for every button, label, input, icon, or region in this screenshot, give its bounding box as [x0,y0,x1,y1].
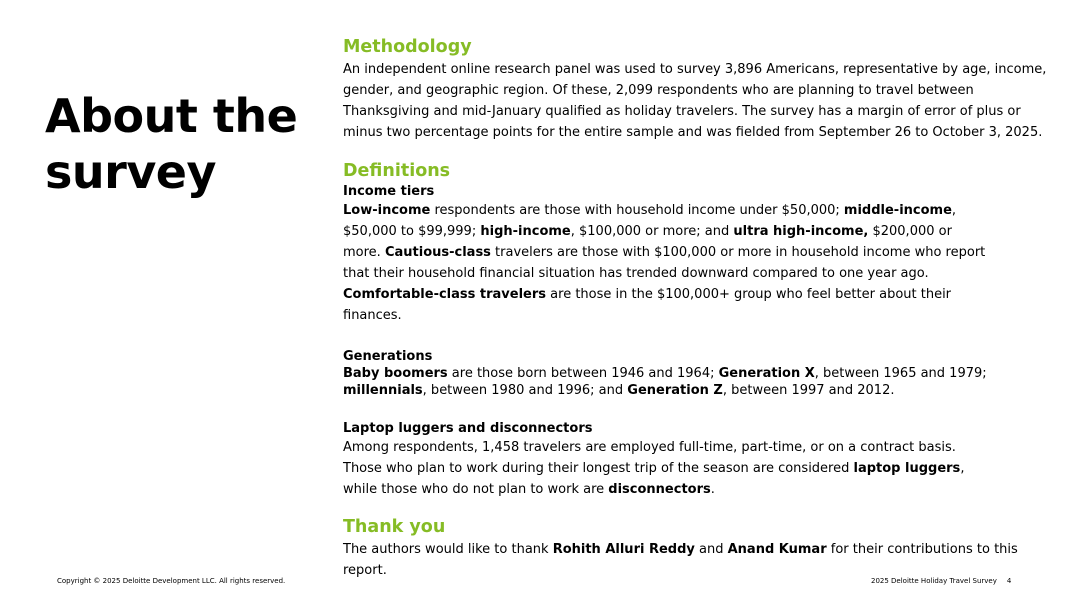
laptop-luggers-text [343,437,991,500]
thank-you-section [343,515,1055,581]
generations-block [343,348,1055,399]
income-tiers-text [343,200,991,326]
term-baby-boomers: Baby boomers [343,366,448,381]
thanks-text-part: The authors would like to thank [343,542,553,557]
term-disconnectors: disconnectors [608,482,711,497]
generations-text-part: , between 1965 and 1979; [814,366,987,381]
income-text-part: , $50,000 to $99,999; [343,203,957,239]
income-text-part: respondents are those with household income under $50,000; [430,203,844,218]
methodology-text: An independent online research panel was used to survey 3,896 Americans, representative by age, income, gender, and geographic region. Of these, 2,099 respondents who are planning to travel between Thanksgiving and mid-January qualified as holiday travelers. The survey has a margin of error of plus or minus two percentage points for the entire sample and was fielded from September 26 to October 3, 2025. [343,62,1047,140]
methodology-heading: Methodology [343,37,472,57]
income-text-part: travelers are those with $100,000 or more in household income who report that their household financial situation has trended downward compared to one year ago. [343,245,986,281]
term-comfortable-class: Comfortable-class travelers [343,287,547,302]
thanks-text-part: and [694,542,728,557]
generations-text [343,365,1055,399]
laptop-text-part: . [710,482,715,497]
thank-you-heading: Thank you [343,517,446,537]
definitions-heading: Definitions [343,161,451,181]
term-generation-z: Generation Z [627,383,723,398]
term-ultra-high-income: ultra high-income, [733,224,869,239]
laptop-text-part: Among respondents, 1,458 travelers are employed full-time, part-time, or on a contract basis. Those who plan to work during their longest trip of the season are considered [343,440,956,476]
term-generation-x: Generation X [718,366,815,381]
term-millennials: millennials [343,383,423,398]
page-number: 4 [1006,577,1012,585]
page-title: About the survey [45,89,298,199]
term-laptop-luggers: laptop luggers [853,461,961,476]
name-rohith: Rohith Alluri Reddy [552,542,695,557]
footer-report-name: 2025 Deloitte Holiday Travel Survey [871,577,997,585]
term-middle-income: middle-income [843,203,952,218]
thank-you-text [343,539,1055,581]
laptop-luggers-heading: Laptop luggers and disconnectors [343,421,593,436]
term-high-income: high-income [480,224,571,239]
generations-text-part: , between 1997 and 2012. [722,383,895,398]
thanks-text-part: for their contributions to this report. [343,542,1018,578]
generations-text-part: are those born between 1946 and 1964; [447,366,719,381]
income-tiers-heading: Income tiers [343,184,435,199]
income-tiers-block [343,183,1055,326]
name-anand: Anand Kumar [727,542,827,557]
laptop-text-part: , while those who do not plan to work are [343,461,965,497]
laptop-luggers-block [343,420,1055,500]
term-low-income: Low-income [343,203,431,218]
footer-copyright: Copyright © 2025 Deloitte Development LLC. All rights reserved. [57,577,286,585]
methodology-section [343,35,1055,143]
generations-text-part: , between 1980 and 1996; and [422,383,628,398]
footer-report-info [871,576,1011,586]
term-cautious-class: Cautious-class [384,245,491,260]
content-column [343,35,1055,581]
definitions-section [343,159,1055,500]
generations-heading: Generations [343,349,433,364]
income-text-part: , $100,000 or more; and [570,224,734,239]
income-text-part: are those in the $100,000+ group who feel better about their finances. [343,287,952,323]
income-text-part: $200,000 or more. [343,224,952,260]
